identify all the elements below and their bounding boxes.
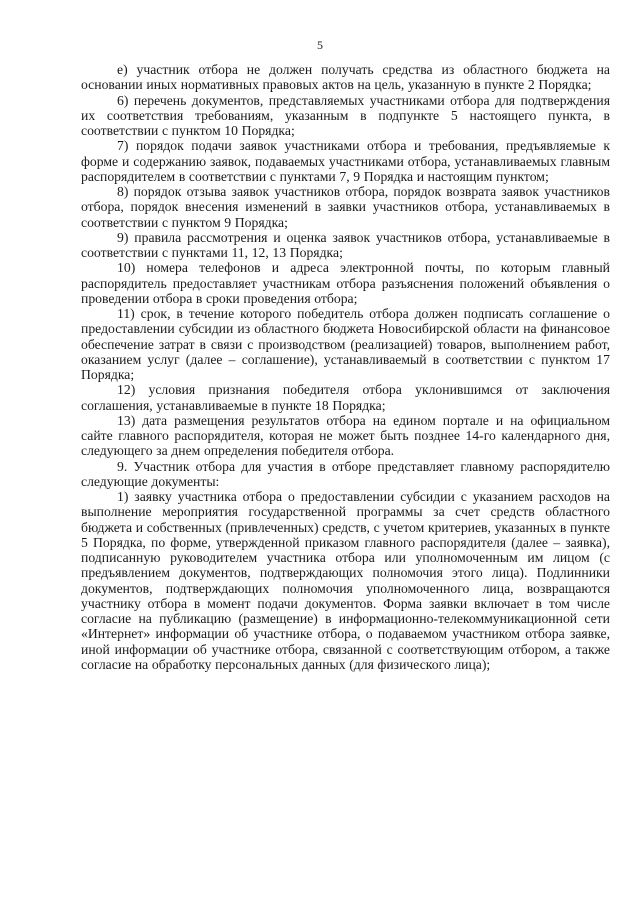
page-number: 5 — [317, 38, 323, 52]
paragraph-item-10: 10) номера телефонов и адреса электронной почты, по которым главный распорядитель предоставляет участникам отбора разъяснения положений объявления о проведении отбора в сроки проведения отбора; — [81, 260, 610, 306]
paragraph-item-12: 12) условия признания победителя отбора уклонившимся от заключения соглашения, устанавливаемые в пункте 18 Порядка; — [81, 382, 610, 413]
paragraph-item-6: 6) перечень документов, представляемых участниками отбора для подтверждения их соответствия требованиям, указанным в подпункте 5 настоящего пункта, в соответствии с пунктом 10 Порядка; — [81, 92, 610, 138]
paragraph-item-13: 13) дата размещения результатов отбора на едином портале и на официальном сайте главного распорядителя, которая не может быть позднее 14-го календарного дня, следующего за днем определения победителя отбора. — [81, 412, 610, 459]
paragraph-item-7: 7) порядок подачи заявок участниками отбора и требования, предъявляемые к форме и содержанию заявок, подаваемых участниками отбора, устанавливаемых главным распорядителем в соответствии с пунктами 7, 9 Порядка и настоящим пунктом; — [81, 138, 610, 184]
paragraph-item-8: 8) порядок отзыва заявок участников отбора, порядок возврата заявок участников отбора, порядок внесения изменений в заявки участников отбора, устанавливаемых в соответствии с пунктом 9 Порядка; — [81, 184, 610, 230]
paragraph-item-11: 11) срок, в течение которого победитель отбора должен подписать соглашение о предоставлении субсидии из областного бюджета Новосибирской области на финансовое обеспечение затрат в связи с производством (реализацией) товаров, выполнением работ, оказанием услуг (далее – соглашение), устанавливаемый в соответствии с пунктом 17 Порядка; — [81, 306, 610, 382]
document-body — [81, 62, 610, 672]
paragraph-item-9: 9) правила рассмотрения и оценка заявок участников отбора, устанавливаемые в соответствии с пунктами 11, 12, 13 Порядка; — [81, 229, 610, 260]
paragraph-section-9-item-1: 1) заявку участника отбора о предоставлении субсидии с указанием расходов на выполнение мероприятия государственной программы за счет средств областного бюджета и собственных (привлеченных) средств, с учетом критериев, указанных в пункте 5 Порядка, по форме, утвержденной приказом главного распорядителя (далее – заявка), подписанную руководителем участника отбора или уполномоченным им лицом (с предъявлением документов, подтверждающих полномочия этого лица). Подлинники документов, подтверждающих полномочия уполномоченного лица, возвращаются участнику отбора в момент подачи документов. Форма заявки включает в том числе согласие на публикацию (размещение) в информационно-телекоммуникационной сети «Интернет» информации об участнике отбора, о подаваемом участником отбора заявке, иной информации об участнике отбора, связанной с соответствующим отбором, а также согласие на обработку персональных данных (для физического лица); — [81, 489, 610, 672]
paragraph-section-9: 9. Участник отбора для участия в отборе представляет главному распорядителю следующие документы: — [81, 458, 610, 489]
paragraph-item-e: е) участник отбора не должен получать средства из областного бюджета на основании иных нормативных правовых актов на цель, указанную в пункте 2 Порядка; — [81, 62, 610, 93]
